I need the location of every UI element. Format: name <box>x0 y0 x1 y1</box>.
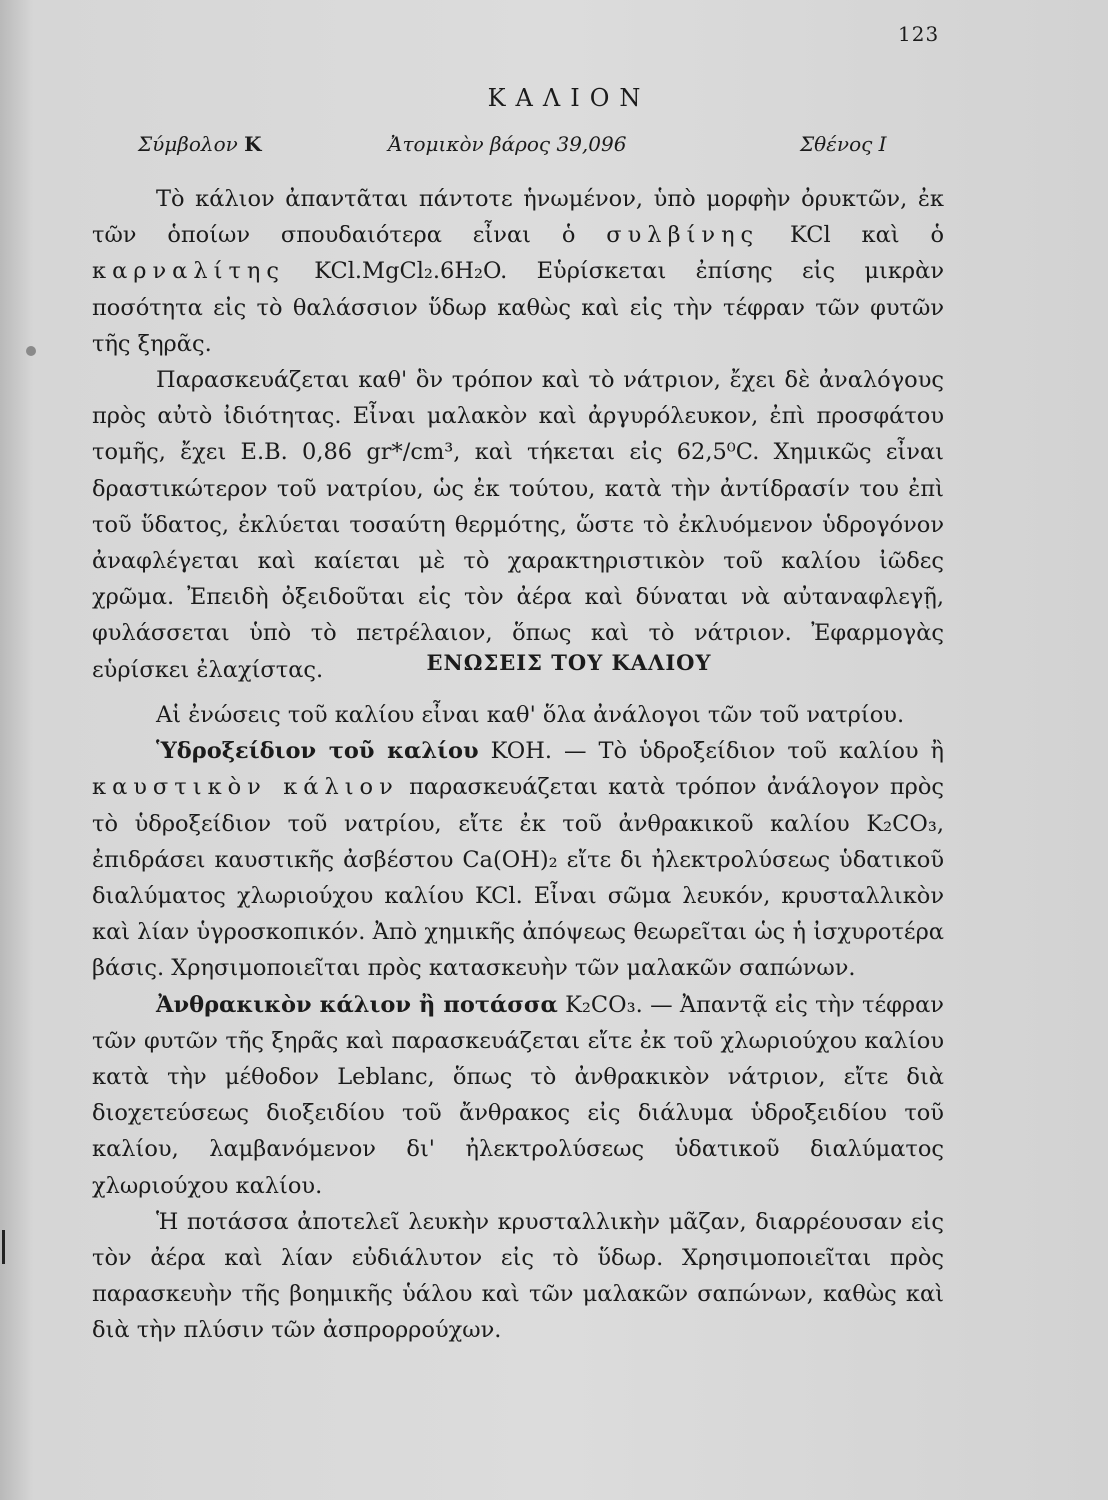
intro-p1-text-c: KCl.MgCl₂.6H₂O. Εὑρίσκεται ἐπίσης εἰς μικρὰν ποσότητα εἰς τὸ θαλάσσιον ὕδωρ καθὼς καὶ εἰς τὴν τέφραν τῶν φυτῶν τῆς ξηρᾶς. <box>92 258 944 357</box>
page-number: 123 <box>898 22 940 46</box>
valence: Σθένος I <box>800 132 887 156</box>
carbonate-paragraph <box>92 987 944 1204</box>
hydroxide-paragraph <box>92 733 944 986</box>
hydroxide-text-b: παρασκευάζεται κατὰ τρόπον ἀνάλογον πρὸς τὸ ὑδροξείδιον τοῦ νατρίου, εἴτε ἐκ τοῦ ἀνθρακικοῦ καλίου K₂CO₃, ἐπιδράσει καυστικῆς ἀσβέστου Ca(OH)₂ εἴτε δι ἠλεκτρολύσεως ὑδατικοῦ διαλύματος χλωριούχου καλίου KCl. Εἶναι σῶμα λευκόν, κρυσταλλικὸν καὶ λίαν ὑγροσκοπικόν. Ἀπὸ χημικῆς ἀπόψεως θεωρεῖται ὡς ἡ ἰσχυροτέρα βάσις. Χρησιμοποιεῖται πρὸς κατασκευὴν τῶν μαλακῶν σαπώνων. <box>92 774 944 982</box>
intro-text <box>92 181 944 688</box>
intro-p1-text-a: Τὸ κάλιον ἀπαντᾶται πάντοτε ἡνωμένον, ὑπὸ μορφὴν ὀρυκτῶν, ἐκ τῶν ὁποίων σπουδαιότερα εἶναι ὁ <box>92 186 944 249</box>
carbonate-text: K₂CO₃. — Ἀπαντᾷ εἰς τὴν τέφραν τῶν φυτῶν τῆς ξηρᾶς καὶ παρασκευάζεται εἴτε ἐκ τοῦ χλωριούχου καλίου κατὰ τὴν μέθοδον Leblanc, ὅπως τὸ ἀνθρακικὸν νάτριον, εἴτε διὰ διοχετεύσεως διοξειδίου τοῦ ἄνθρακος εἰς διάλυμα ὑδροξειδίου τοῦ καλίου, λαμβανόμενον δι' ἠλεκτρολύσεως ὑδατικοῦ διαλύματος χλωριούχου καλίου. <box>92 991 944 1199</box>
mineral-sylvine: συλβίνης <box>606 222 760 249</box>
hydroxide-title: Ὑδροξείδιον τοῦ καλίου <box>156 738 479 765</box>
intro-paragraph-1 <box>92 181 944 362</box>
element-symbol <box>138 132 262 156</box>
carbonate-title: Ἀνθρακικὸν κάλιον ἢ ποτάσσα <box>156 991 558 1018</box>
atomic-weight: Ἀτομικὸν βάρος 39,096 <box>388 132 627 156</box>
chapter-title: ΚΑΛΙΟΝ <box>487 84 651 112</box>
caustic-potash-term: καυστικὸν κάλιον <box>92 774 399 801</box>
hydroxide-text-a: KOH. — Τὸ ὑδροξείδιον τοῦ καλίου ἢ <box>478 738 945 765</box>
compounds-intro-paragraph: Αἱ ἐνώσεις τοῦ καλίου εἶναι καθ' ὅλα ἀνάλογοι τῶν τοῦ νατρίου. <box>156 702 905 728</box>
section-heading: ΕΝΩΣΕΙΣ ΤΟΥ ΚΑΛΙΟΥ <box>426 650 712 675</box>
compounds-text <box>92 697 944 1349</box>
scan-speck <box>26 346 36 356</box>
potash-paragraph: Ἡ ποτάσσα ἀποτελεῖ λευκὴν κρυσταλλικὴν μᾶζαν, διαρρέουσαν εἰς τὸν ἀέρα καὶ λίαν εὐδιάλυτον εἰς τὸ ὕδωρ. Χρησιμοποιεῖται πρὸς παρασκευὴν τῆς βοημικῆς ὑάλου καὶ τῶν μαλακῶν σαπώνων, καθὼς καὶ διὰ τὴν πλύσιν τῶν ἀσπρορρούχων. <box>92 1208 944 1344</box>
intro-paragraph-2: Παρασκευάζεται καθ' ὃν τρόπον καὶ τὸ νάτριον, ἔχει δὲ ἀναλόγους πρὸς αὐτὸ ἰδιότητας. Εἶναι μαλακὸν καὶ ἀργυρόλευκον, ἐπὶ προσφάτου τομῆς, ἔχει E.B. 0,86 gr*/cm³, καὶ τήκεται εἰς 62,5⁰C. Χημικῶς εἶναι δραστικώτερον τοῦ νατρίου, ὡς ἐκ τούτου, κατὰ τὴν ἀντίδρασίν του ἐπὶ τοῦ ὕδατος, ἐκλύεται τοσαύτη θερμότης, ὥστε τὸ ἐκλυόμενον ὑδρογόνον ἀναφλέγεται καὶ καίεται μὲ τὸ χαρακτηριστικὸν τοῦ καλίου ἰῶδες χρῶμα. Ἐπειδὴ ὀξειδοῦται εἰς τὸν ἀέρα καὶ δύναται νὰ αὐταναφλεγῇ, φυλάσσεται ὑπὸ τὸ πετρέλαιον, ὅπως καὶ τὸ νάτριον. Ἐφαρμογὰς εὑρίσκει ἐλαχίστας. <box>92 367 944 683</box>
symbol-label: Σύμβολον <box>138 132 238 156</box>
scan-edge-mark <box>2 1230 5 1264</box>
mineral-carnallite: καρναλίτης <box>92 258 285 285</box>
intro-p1-text-b: KCl καὶ ὁ <box>759 222 944 249</box>
symbol-value: K <box>244 132 262 156</box>
